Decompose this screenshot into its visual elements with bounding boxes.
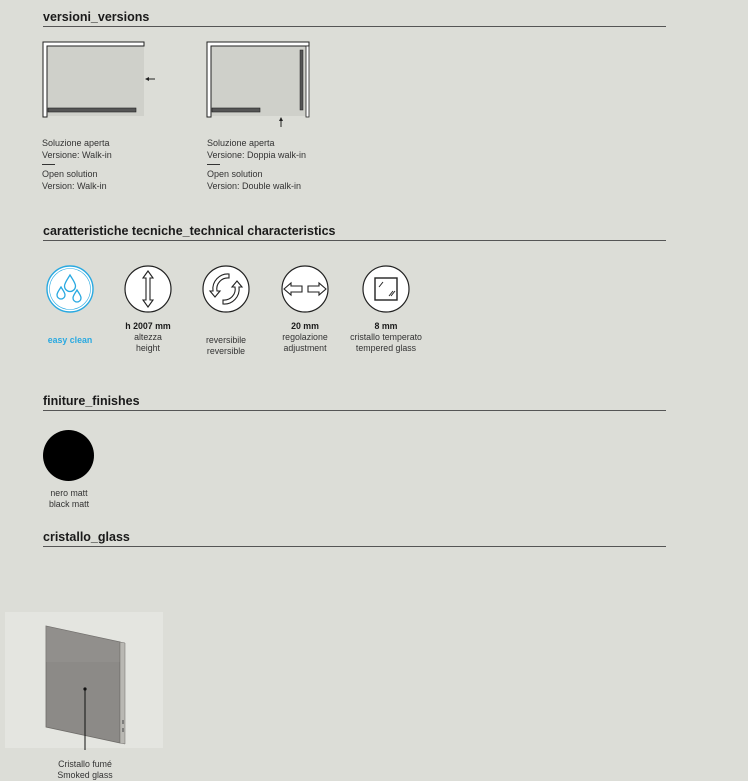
feature-value: h 2007 mm xyxy=(125,321,171,331)
dash-divider xyxy=(207,164,220,165)
version-en-line: Version: Walk-in xyxy=(42,180,107,191)
section-divider xyxy=(43,410,666,411)
section-divider xyxy=(43,546,666,547)
feature-label: easy clean xyxy=(47,335,93,345)
version-walk-in-text xyxy=(42,138,112,192)
section-title-versions: versioni_versions xyxy=(43,10,150,24)
version-double-walk-in-text xyxy=(207,138,306,192)
version-en-line: Open solution xyxy=(207,169,263,179)
walk-in-diagram xyxy=(40,40,165,120)
finish-label-it: nero matt xyxy=(50,488,88,498)
adjustment-arrows-icon xyxy=(281,265,329,313)
tempered-glass-icon xyxy=(362,265,410,313)
slide-left-arrow-icon xyxy=(145,77,155,81)
version-it-line: Soluzione aperta xyxy=(207,138,275,148)
feature-value: 20 mm xyxy=(291,321,319,331)
feature-label-it: regolazione xyxy=(282,332,328,342)
finish-swatch-black xyxy=(43,430,94,481)
version-en-line: Version: Double walk-in xyxy=(207,180,302,191)
feature-label-en: height xyxy=(136,343,160,353)
section-title-glass: cristallo_glass xyxy=(43,530,130,544)
feature-value: 8 mm xyxy=(374,321,398,331)
finish-label-en: black matt xyxy=(48,499,90,509)
reversible-arrows-icon xyxy=(202,265,250,313)
section-divider xyxy=(43,26,666,27)
feature-label-it: altezza xyxy=(134,332,162,342)
feature-label-en: tempered glass xyxy=(355,343,417,353)
feature-label-en: reversible xyxy=(206,346,246,356)
slide-up-arrow-icon xyxy=(279,117,283,127)
feature-label-en: adjustment xyxy=(283,343,327,353)
glass-label xyxy=(35,759,135,781)
glass-label-en: Smoked glass xyxy=(57,770,113,780)
glass-label-it: Cristallo fumé xyxy=(58,759,112,769)
version-it-line: Soluzione aperta xyxy=(42,138,110,148)
double-walk-in-diagram xyxy=(204,40,314,130)
version-it-line: Versione: Doppia walk-in xyxy=(207,149,307,160)
feature-label-it: reversibile xyxy=(205,335,247,345)
version-en-line: Open solution xyxy=(42,169,98,179)
height-arrow-icon xyxy=(124,265,172,313)
feature-label-it: cristallo temperato xyxy=(350,332,422,342)
section-divider xyxy=(43,240,666,241)
feature-tempered-glass xyxy=(336,321,436,354)
version-it-line: Versione: Walk-in xyxy=(42,149,112,160)
section-title-finishes: finiture_finishes xyxy=(43,394,140,408)
easy-clean-drops-icon xyxy=(46,265,94,313)
smoked-glass-sample xyxy=(40,622,130,752)
finish-label xyxy=(19,488,119,510)
section-title-technical: caratteristiche tecniche_technical characteristics xyxy=(43,224,336,238)
dash-divider xyxy=(42,164,55,165)
